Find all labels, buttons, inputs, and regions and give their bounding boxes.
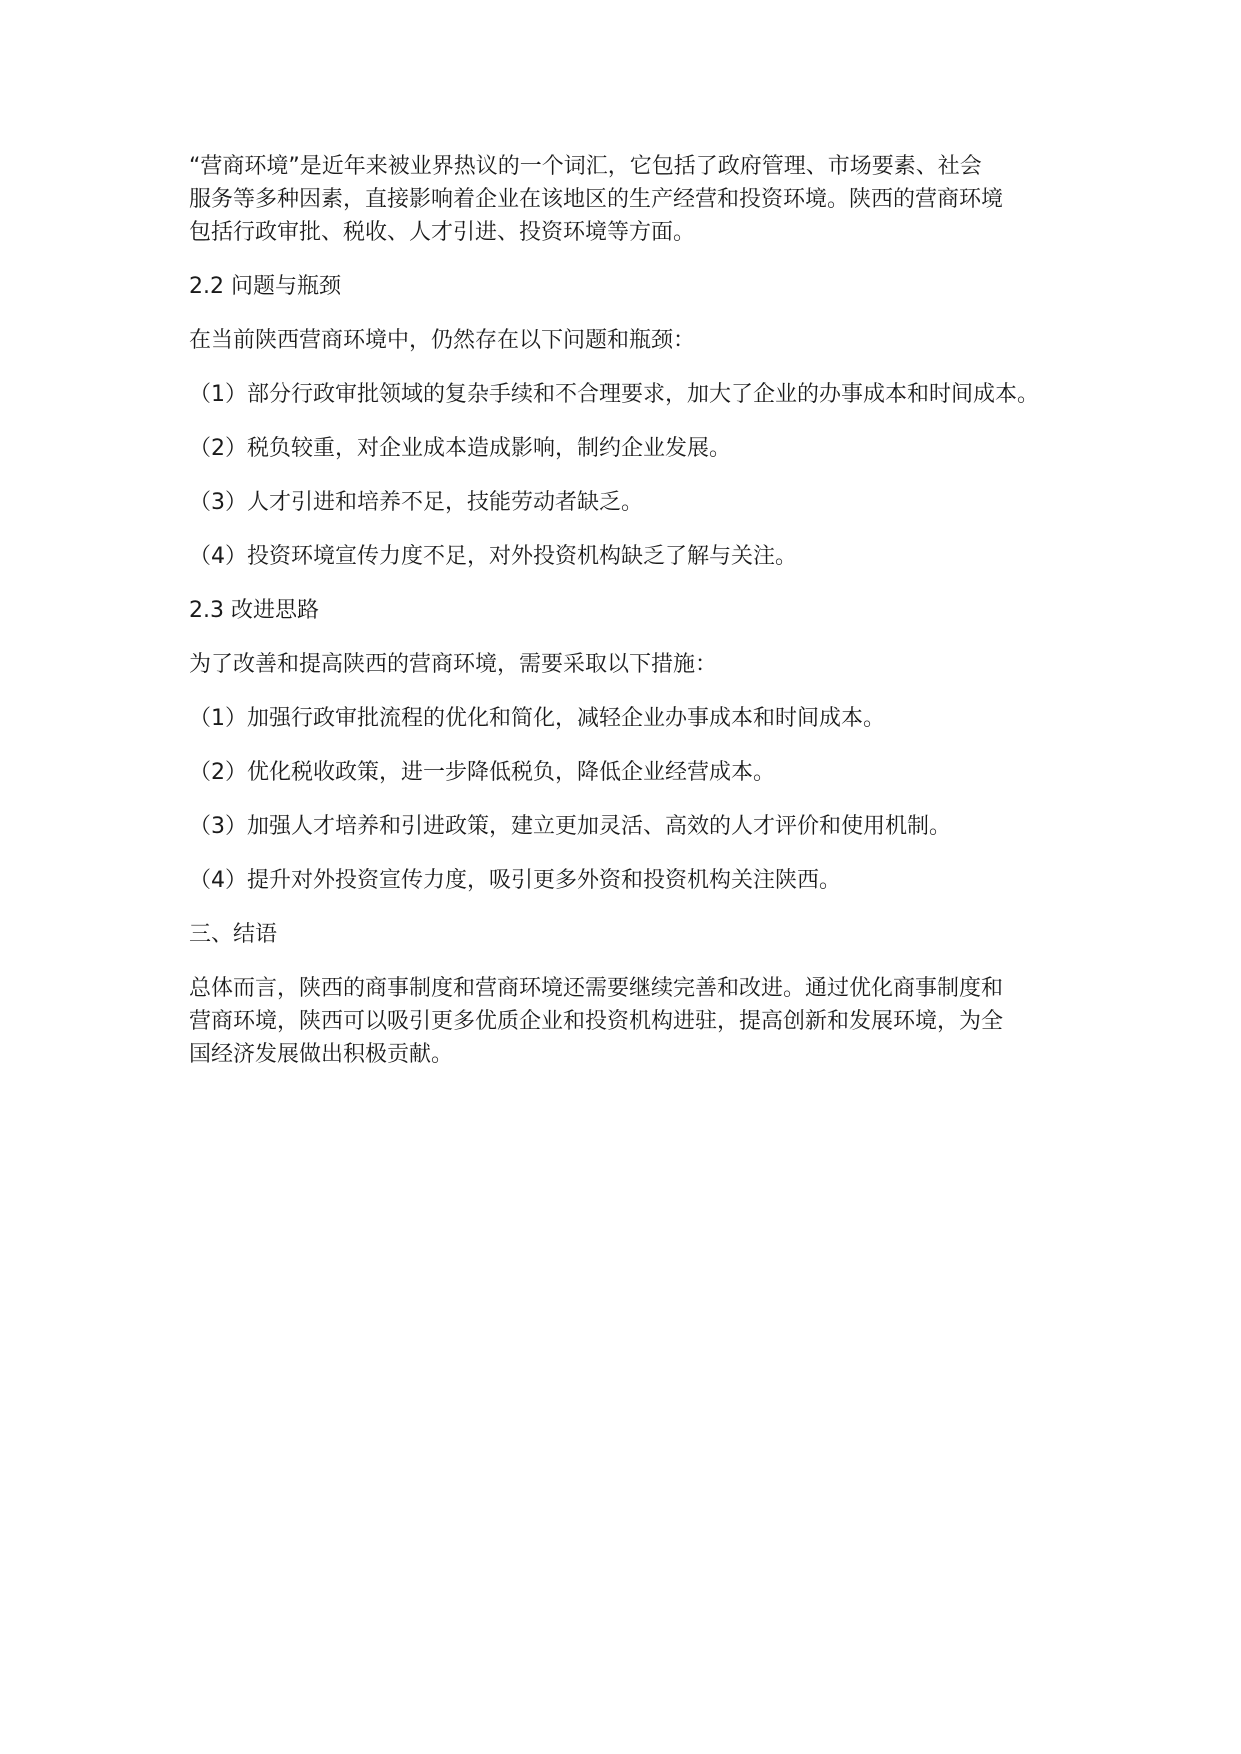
section-2-2-lead: 在当前陕西营商环境中，仍然存在以下问题和瓶颈： — [189, 328, 696, 353]
intro-line-2: 服务等多种因素，直接影响着企业在该地区的生产经营和投资环境。陕西的营商环境 — [189, 187, 1004, 212]
section-2-3-heading: 2.3 改进思路 — [189, 598, 319, 623]
section-2-2-item-1: （1）部分行政审批领域的复杂手续和不合理要求，加大了企业的办事成本和时间成本。 — [189, 382, 1039, 407]
section-3-heading: 三、结语 — [189, 922, 278, 947]
conclusion-line-3: 国经济发展做出积极贡献。 — [189, 1042, 454, 1067]
section-2-3-item-2: （2）优化税收政策，进一步降低税负，降低企业经营成本。 — [189, 760, 775, 785]
section-2-2-item-3: （3）人才引进和培养不足，技能劳动者缺乏。 — [189, 490, 643, 515]
section-2-3-item-3: （3）加强人才培养和引进政策，建立更加灵活、高效的人才评价和使用机制。 — [189, 814, 951, 839]
intro-line-1: “营商环境”是近年来被业界热议的一个词汇，它包括了政府管理、市场要素、社会 — [189, 154, 982, 179]
conclusion-line-1: 总体而言，陕西的商事制度和营商环境还需要继续完善和改进。通过优化商事制度和 — [189, 976, 1004, 1001]
section-2-3-item-1: （1）加强行政审批流程的优化和简化，减轻企业办事成本和时间成本。 — [189, 706, 885, 731]
section-2-3-lead: 为了改善和提高陕西的营商环境，需要采取以下措施： — [189, 652, 718, 677]
conclusion-line-2: 营商环境，陕西可以吸引更多优质企业和投资机构进驻，提高创新和发展环境，为全 — [189, 1009, 1004, 1034]
intro-line-3: 包括行政审批、税收、人才引进、投资环境等方面。 — [189, 220, 696, 245]
section-2-2-item-4: （4）投资环境宣传力度不足，对外投资机构缺乏了解与关注。 — [189, 544, 797, 569]
section-2-3-item-4: （4）提升对外投资宣传力度，吸引更多外资和投资机构关注陕西。 — [189, 868, 841, 893]
section-2-2-heading: 2.2 问题与瓶颈 — [189, 274, 341, 299]
section-2-2-item-2: （2）税负较重，对企业成本造成影响，制约企业发展。 — [189, 436, 731, 461]
